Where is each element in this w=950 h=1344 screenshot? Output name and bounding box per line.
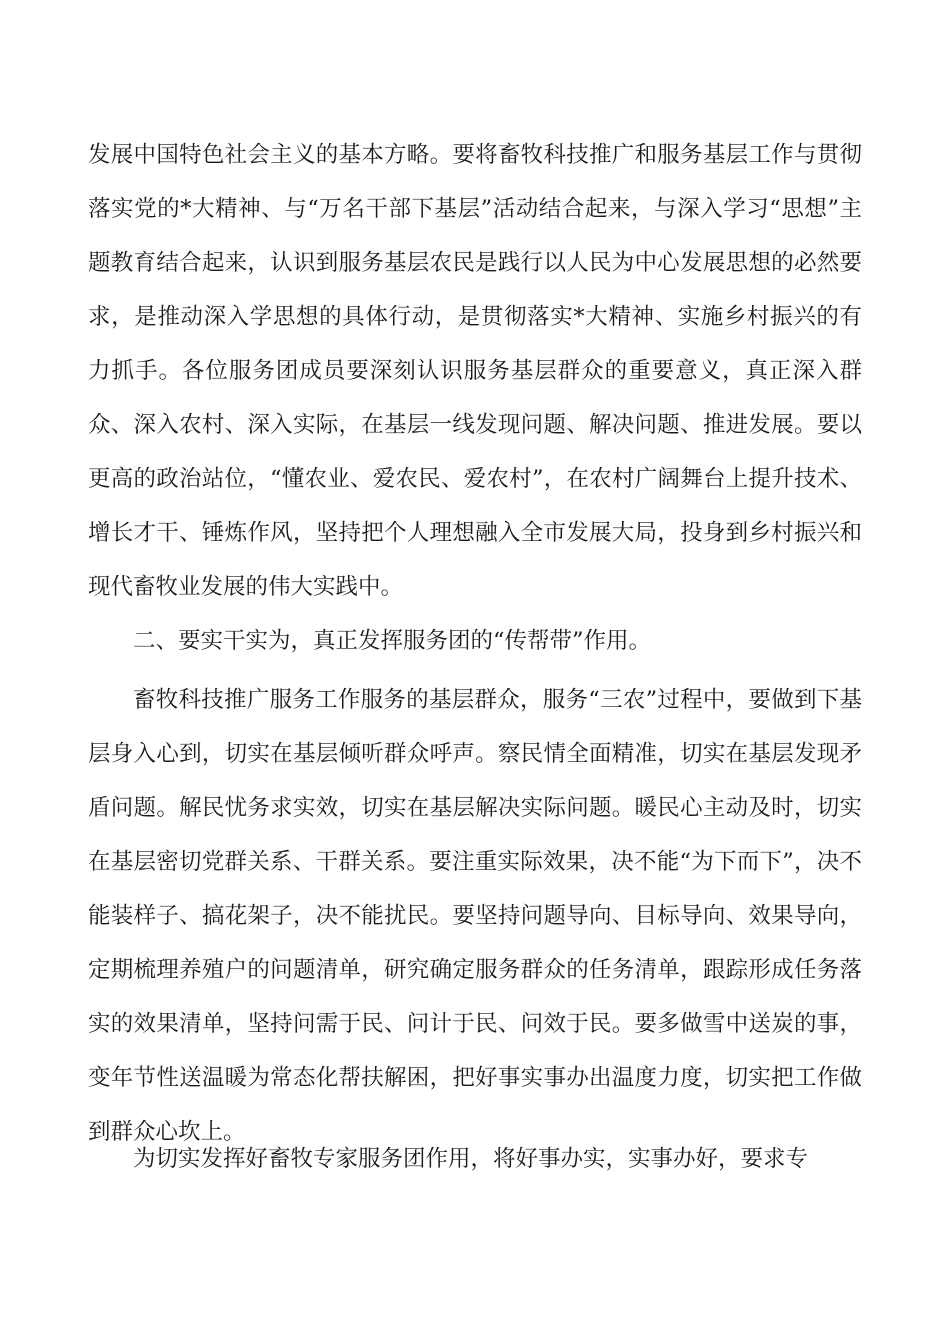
paragraph-3: 畜牧科技推广服务工作服务的基层群众，服务“三农”过程中，要做到下基层身入心到，切实在基层倾听群众呼声。察民情全面精准，切实在基层发现矛盾问题。解民忧务求实效，切实在基层解决实际问题。暖民心主动及时，切实在基层密切党群关系、干群关系。要注重实际效果，决不能“为下而下”，决不能装样子、搞花架子，决不能扰民。要坚持问题导向、目标导向、效果导向，定期梳理养殖户的问题清单，研究确定服务群众的任务清单，跟踪形成任务落实的效果清单，坚持问需于民、问计于民、问效于民。要多做雪中送炭的事，变年节性送温暖为常态化帮扶解困，把好事实事办出温度力度，切实把工作做到群众心坎上。: [88, 687, 862, 1145]
paragraph-continuation: [88, 128, 862, 614]
section-heading-2: 二、要实干实为，真正发挥服务团的“传帮带”作用。: [133, 628, 652, 654]
paragraph-block-3: [88, 673, 862, 1159]
section-heading-block: [88, 614, 862, 668]
paragraph-1: 发展中国特色社会主义的基本方略。要将畜牧科技推广和服务基层工作与贯彻落实党的*大精神、与“万名干部下基层”活动结合起来，与深入学习“思想”主题教育结合起来，认识到服务基层农民是践行以人民为中心发展思想的必然要求，是推动深入学思想的具体行动，是贯彻落实*大精神、实施乡村振兴的有力抓手。各位服务团成员要深刻认识服务基层群众的重要意义，真正深入群众、深入农村、深入实际，在基层一线发现问题、解决问题、推进发展。要以更高的政治站位，“懂农业、爱农民、爱农村”，在农村广阔舞台上提升技术、增长才干、锤炼作风，坚持把个人理想融入全市发展大局，投身到乡村振兴和现代畜牧业发展的伟大实践中。: [88, 142, 862, 600]
paragraph-4: 为切实发挥好畜牧专家服务团作用，将好事办实，实事办好，要求专: [133, 1146, 809, 1172]
paragraph-block-4: [88, 1132, 862, 1186]
